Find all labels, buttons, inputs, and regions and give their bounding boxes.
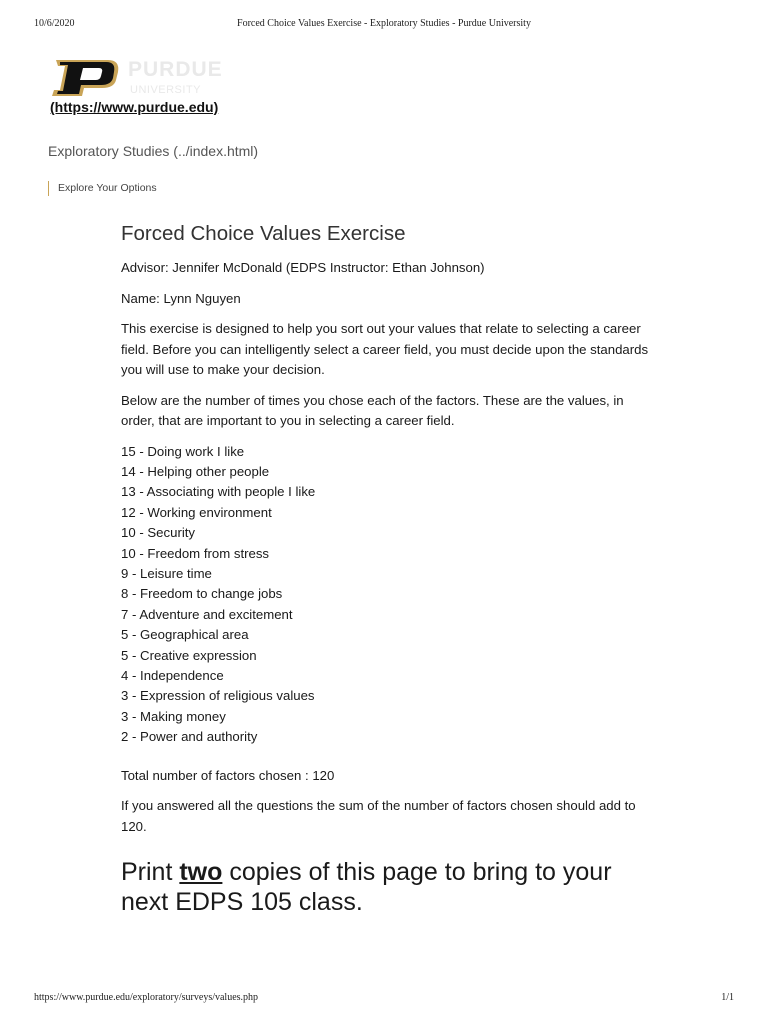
intro-paragraph: This exercise is designed to help you sort out your values that relate to selecting a career field. Before you can intelligently select a career field, you must decide upon the standards you will use to make your decision. [121,321,649,377]
callout-pre: Print [121,858,180,887]
callout-post: copies of this page to bring to your next EDPS 105 class. [121,858,612,917]
logo-wordmark: PURDUE [128,58,223,81]
purdue-p-logo-icon [50,56,122,100]
subnav-explore-options[interactable]: Explore Your Options [48,181,157,196]
print-callout [121,857,656,917]
purdue-home-link[interactable]: (https://www.purdue.edu) [50,99,219,115]
page-title: Forced Choice Values Exercise [121,222,406,245]
total-factors: Total number of factors chosen : 120 [121,767,335,783]
advisor-line: Advisor: Jennifer McDonald (EDPS Instructor: Ethan Johnson) [121,260,485,275]
main-content [121,222,656,917]
list-item: 10 - Security [121,525,196,541]
exploratory-studies-link[interactable]: Exploratory Studies (../index.html) [48,143,259,159]
results-intro: Below are the number of times you chose each of the factors. These are the values, in order, that are important to you in selecting a career field. [121,392,624,428]
list-item: 3 - Making money [121,708,226,724]
purdue-logo[interactable] [50,56,260,102]
print-date: 10/6/2020 [34,18,75,29]
list-item: 8 - Freedom to change jobs [121,586,283,602]
list-item: 3 - Expression of religious values [121,688,315,704]
list-item: 9 - Leisure time [121,565,212,581]
print-footer [34,992,734,1003]
sum-note: If you answered all the questions the sum of the number of factors chosen should add to 120. [121,798,636,834]
list-item: 7 - Adventure and excitement [121,606,293,622]
logo-wordmark-sub: UNIVERSITY [130,84,202,96]
list-item: 15 - Doing work I like [121,443,245,459]
list-item: 2 - Power and authority [121,729,258,745]
list-item: 5 - Geographical area [121,627,249,643]
list-item: 13 - Associating with people I like [121,484,316,500]
list-item: 12 - Working environment [121,504,272,520]
callout-emphasis: two [179,858,223,887]
print-url: https://www.purdue.edu/exploratory/surveys/values.php [34,992,259,1003]
list-item: 5 - Creative expression [121,647,257,663]
factor-list [121,442,656,748]
list-item: 10 - Freedom from stress [121,545,270,561]
list-item: 14 - Helping other people [121,463,270,479]
list-item: 4 - Independence [121,667,224,683]
page-number: 1/1 [721,992,734,1003]
student-name: Name: Lynn Nguyen [121,290,241,306]
print-doc-title: Forced Choice Values Exercise - Exploratory Studies - Purdue University [237,18,531,29]
